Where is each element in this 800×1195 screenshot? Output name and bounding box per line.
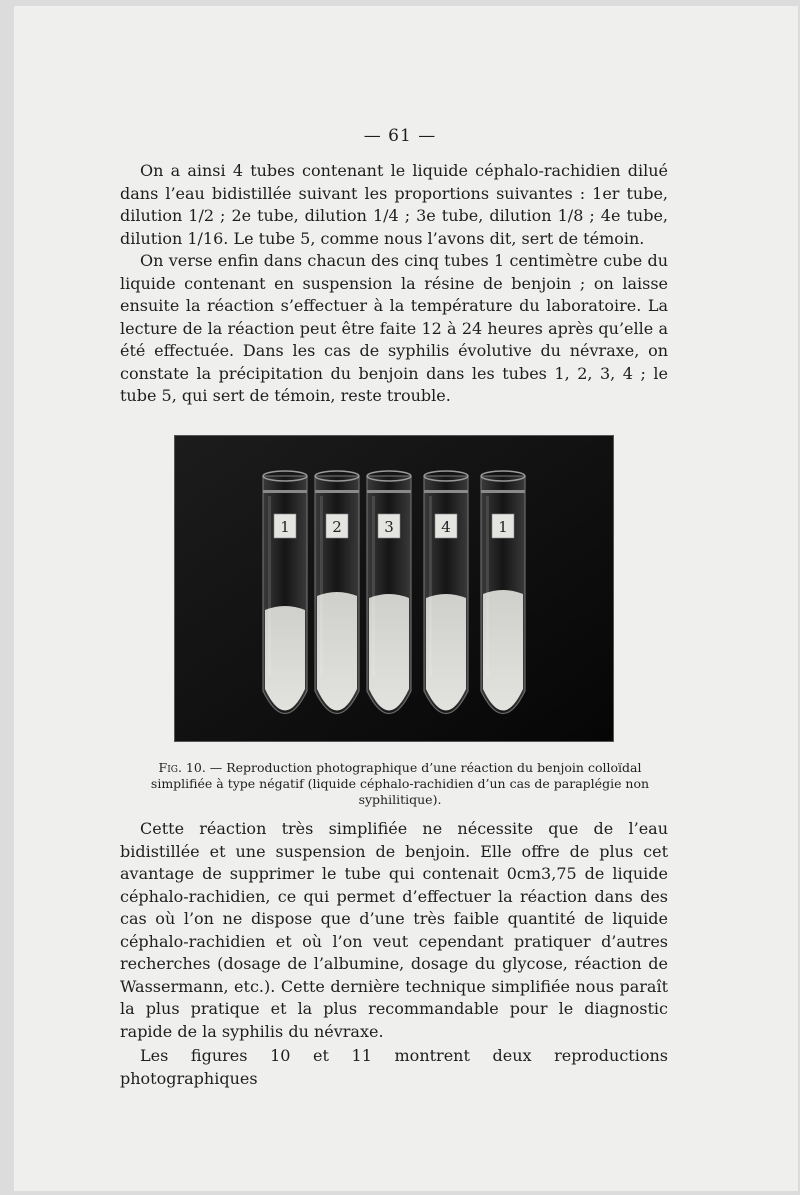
tube-number: 1 [498, 518, 508, 536]
paragraph-4 [120, 1045, 668, 1090]
paragraph-2-text: On verse enfin dans chacun des cinq tubes 1 centimètre cube du liquide contenant en suspension la résine de benjoin ; on laisse ensuite la réaction s’effectuer à la température du laboratoire. La lecture de la réaction peut être faite 12 à 24 heures après qu’elle a été effectuée. Dans les cas de syphilis évolutive du névraxe, on constate la précipitation du benjoin dans les tubes 1, 2, 3, 4 ; le tube 5, qui sert de témoin, reste trouble. [120, 251, 668, 405]
test-tube-5 [481, 471, 525, 714]
test-tube-1 [263, 471, 307, 714]
paragraph-2 [120, 250, 668, 408]
figure-caption [130, 760, 670, 808]
tube-number: 3 [384, 518, 394, 536]
paragraph-3 [120, 818, 668, 1043]
paragraph-4-text: Les figures 10 et 11 montrent deux reproductions photographiques [120, 1046, 668, 1088]
paragraph-1-text: On a ainsi 4 tubes contenant le liquide céphalo-rachidien dilué dans l’eau bidistillée suivant les proportions suivantes : 1er tube, dilution 1/2 ; 2e tube, dilution 1/4 ; 3e tube, dilution 1/8 ; 4e tube, dilution 1/16. Le tube 5, comme nous l’avons dit, sert de témoin. [120, 161, 668, 248]
test-tube-3 [367, 471, 411, 714]
test-tube-2 [315, 471, 359, 714]
paragraph-3-text: Cette réaction très simplifiée ne nécessite que de l’eau bidistillée et une suspension de benjoin. Elle offre de plus cet avantage de supprimer le tube qui contenait 0cm3,75 de liquide céphalo-rachidien, ce qui permet d’effectuer la réaction dans des cas où l’on ne dispose que d’une très faible quantité de liquide céphalo-rachidien et où l’on veut cependant pratiquer d’autres recherches (dosage de l’albumine, dosage du glycose, réaction de Wassermann, etc.). Cette dernière technique simplifiée nous paraît la plus pratique et la plus recommandable pour le diagnostic rapide de la syphilis du névraxe. [120, 819, 668, 1041]
tube-number: 2 [332, 518, 342, 536]
paragraph-1 [120, 160, 668, 250]
caption-text: — Reproduction photographique d’une réaction du benjoin colloïdal simplifiée à type négatif (liquide céphalo-rachidien d’un cas de paraplégie non syphilitique). [150, 760, 650, 807]
caption-label: Fig. 10. [158, 760, 206, 775]
test-tube-4 [424, 471, 468, 714]
figure-photograph [174, 435, 614, 742]
tube-number: 1 [280, 518, 290, 536]
tube-number: 4 [441, 518, 451, 536]
test-tubes-photo [175, 436, 613, 741]
page-number: — 61 — [363, 126, 437, 146]
